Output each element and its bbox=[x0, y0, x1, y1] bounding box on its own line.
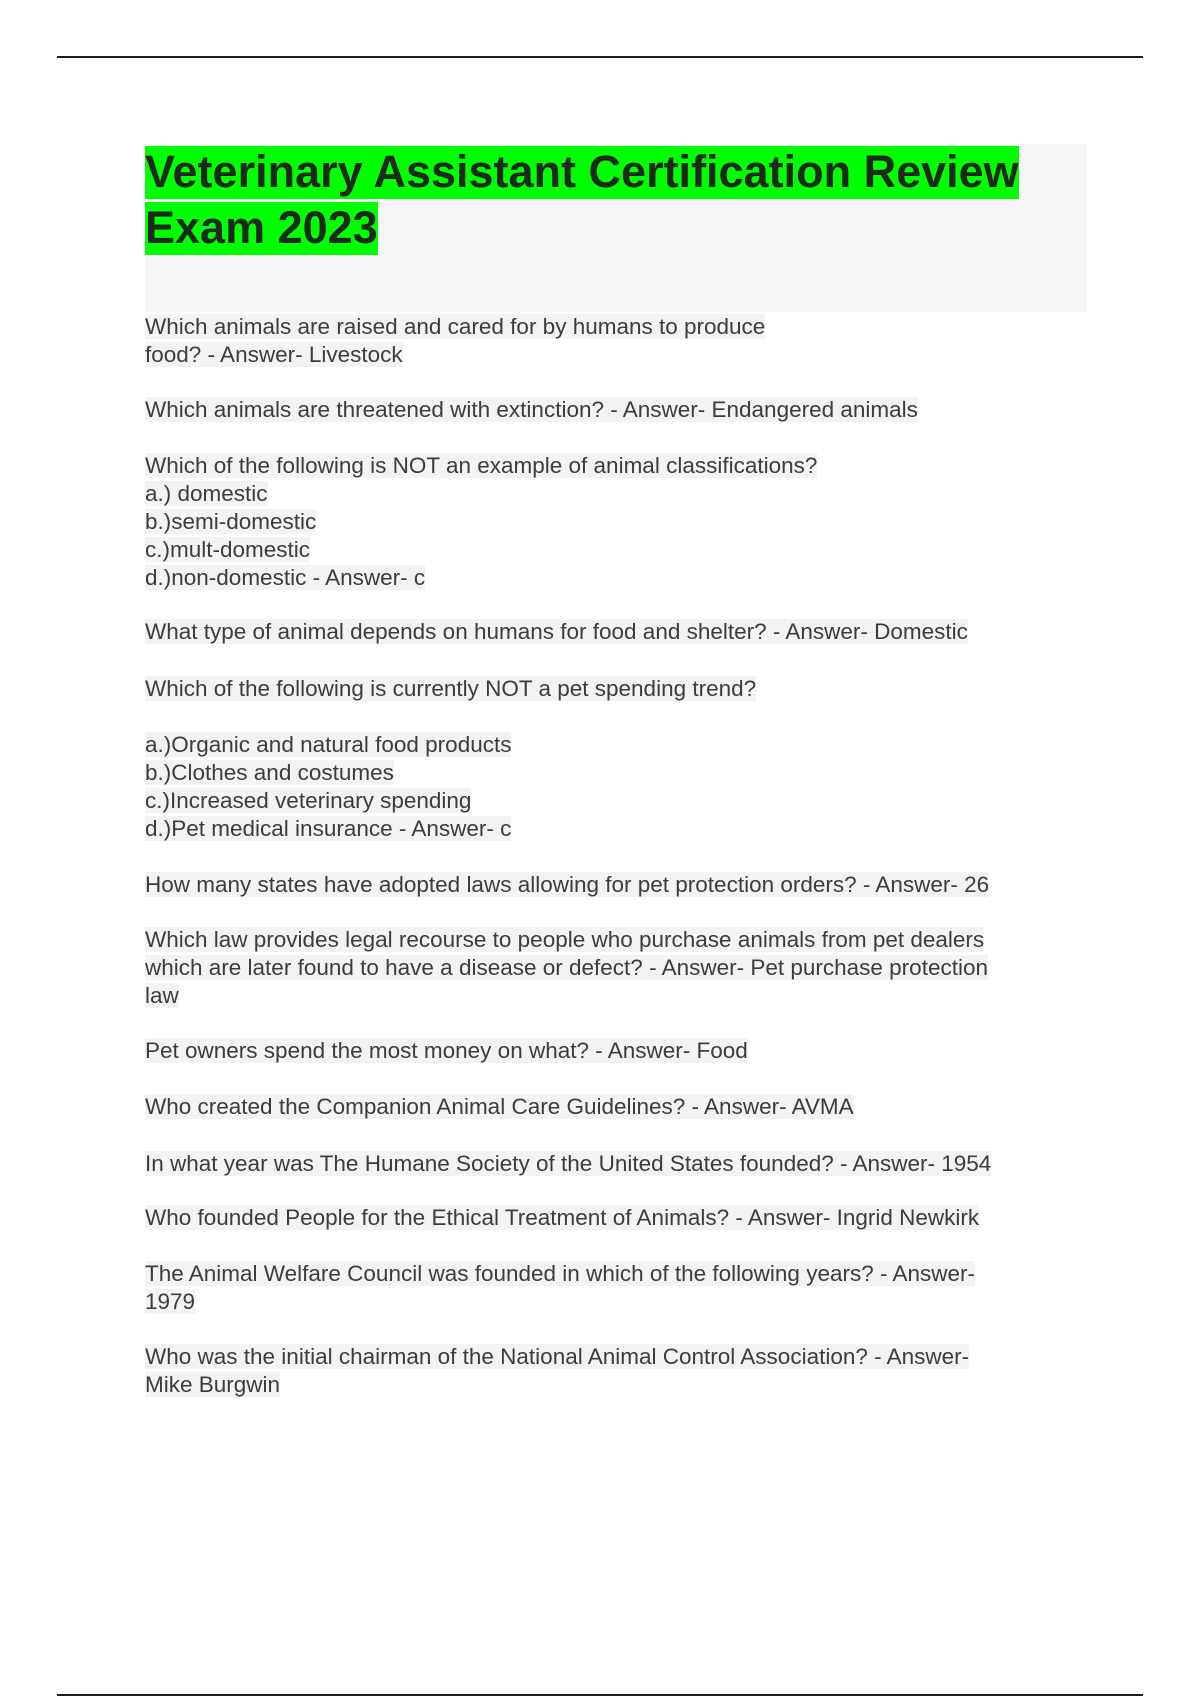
qa-item-9 bbox=[145, 1093, 1085, 1121]
qa-item-5-options-text: a.)Organic and natural food products b.)Clothes and costumes c.)Increased veterinary spending d.)Pet medical insurance - Answer- c bbox=[145, 732, 512, 841]
qa-item-11-text: Who founded People for the Ethical Treatment of Animals? - Answer- Ingrid Newkirk bbox=[145, 1205, 980, 1230]
qa-item-3 bbox=[145, 452, 1085, 592]
qa-item-3-text: Which of the following is NOT an example of animal classifications? a.) domestic b.)semi-domestic c.)mult-domestic d.)non-domestic - Answer- c bbox=[145, 453, 818, 590]
qa-item-10-text: In what year was The Humane Society of the United States founded? - Answer- 1954 bbox=[145, 1151, 992, 1176]
qa-item-6 bbox=[145, 871, 1085, 899]
page-bottom-rule bbox=[57, 1694, 1143, 1696]
qa-item-7 bbox=[145, 926, 1085, 1010]
page-title bbox=[145, 144, 1087, 256]
qa-item-13 bbox=[145, 1343, 1085, 1399]
qa-item-4-text: What type of animal depends on humans for food and shelter? - Answer- Domestic bbox=[145, 619, 968, 644]
qa-item-11 bbox=[145, 1204, 1085, 1232]
qa-item-2 bbox=[145, 396, 1085, 424]
qa-item-5-options bbox=[145, 731, 1085, 843]
qa-item-12 bbox=[145, 1260, 1085, 1316]
qa-item-8-text: Pet owners spend the most money on what? - Answer- Food bbox=[145, 1038, 748, 1063]
qa-item-10 bbox=[145, 1150, 1085, 1178]
qa-item-5 bbox=[145, 675, 1085, 703]
title-highlight: Veterinary Assistant Certification Review Exam 2023 bbox=[145, 146, 1019, 253]
qa-item-8 bbox=[145, 1037, 1085, 1065]
qa-item-5-text: Which of the following is currently NOT a pet spending trend? bbox=[145, 676, 757, 701]
qa-item-4 bbox=[145, 618, 1085, 646]
qa-item-1 bbox=[145, 313, 1085, 369]
qa-item-6-text: How many states have adopted laws allowing for pet protection orders? - Answer- 26 bbox=[145, 872, 990, 897]
qa-item-1-text: Which animals are raised and cared for by humans to produce food? - Answer- Livestock bbox=[145, 314, 766, 367]
qa-item-12-text: The Animal Welfare Council was founded in which of the following years? - Answer- 1979 bbox=[145, 1261, 975, 1314]
qa-item-9-text: Who created the Companion Animal Care Guidelines? - Answer- AVMA bbox=[145, 1094, 854, 1119]
qa-item-2-text: Which animals are threatened with extinction? - Answer- Endangered animals bbox=[145, 397, 918, 422]
title-block bbox=[145, 144, 1087, 312]
page-top-rule bbox=[57, 56, 1143, 58]
qa-item-13-text: Who was the initial chairman of the National Animal Control Association? - Answer- Mike Burgwin bbox=[145, 1344, 970, 1397]
qa-item-7-text: Which law provides legal recourse to people who purchase animals from pet dealers which are later found to have a disease or defect? - Answer- Pet purchase protection law bbox=[145, 927, 988, 1008]
